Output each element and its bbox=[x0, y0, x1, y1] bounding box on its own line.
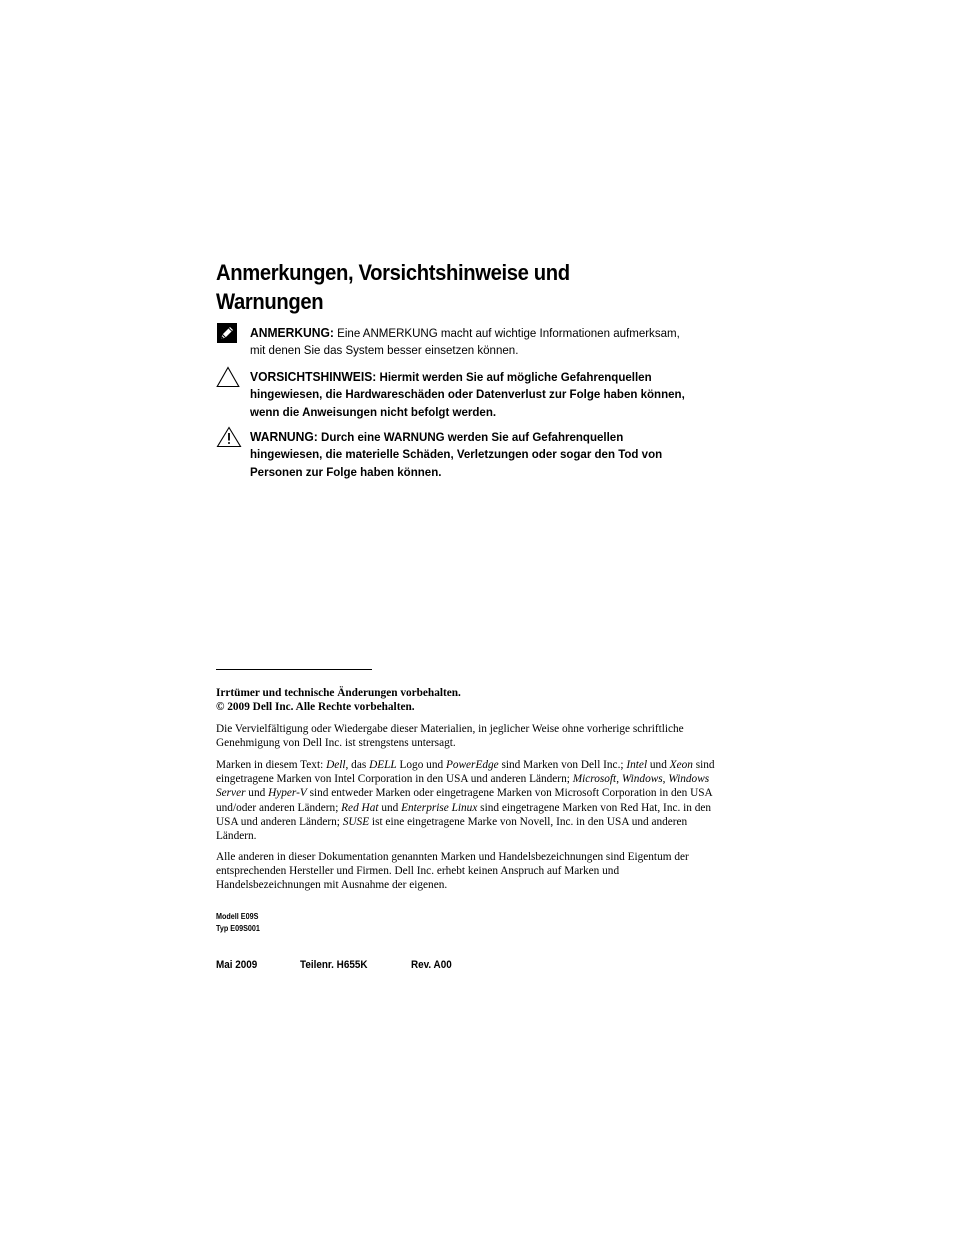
footer-revision: Rev. A00 bbox=[411, 959, 452, 971]
warning-notice bbox=[216, 426, 726, 482]
tm-text: , das bbox=[345, 759, 370, 771]
tm-text: sind eingetragene Marken von Intel Corporation in den USA und anderen Ländern; bbox=[216, 759, 715, 786]
tm-text: Logo und bbox=[396, 759, 446, 771]
note-body: Eine ANMERKUNG macht auf wichtige Informationen aufmerksam, mit denen Sie das System besser einsetzen können. bbox=[250, 326, 680, 358]
legal-notice bbox=[216, 686, 721, 714]
tm-mark: DELL bbox=[369, 759, 397, 771]
model-number: Modell E09S bbox=[216, 912, 259, 921]
tm-text: , bbox=[662, 773, 669, 786]
tm-text: ist eine eingetragene Marke von Novell, Inc. in den USA und anderen Ländern. bbox=[216, 815, 688, 843]
model-info bbox=[216, 911, 260, 934]
tm-mark: SUSE bbox=[342, 815, 370, 828]
caution-text bbox=[250, 368, 687, 421]
page-title bbox=[216, 258, 694, 316]
tm-text: Marken in diesem Text: bbox=[216, 759, 327, 771]
tm-mark: Windows Server bbox=[216, 773, 710, 800]
errata-line: Irrtümer und technische Änderungen vorbehalten. bbox=[216, 687, 461, 699]
type-number: Typ E09S001 bbox=[216, 923, 260, 933]
caution-body: Hiermit werden Sie auf mögliche Gefahrenquellen hingewiesen, die Hardwareschäden oder Datenverlust zur Folge haben können, wenn die Anweisungen nicht befolgt werden. bbox=[250, 370, 685, 419]
tm-text: , bbox=[616, 773, 622, 786]
trademarks-text bbox=[216, 758, 721, 843]
other-marks-text: Alle anderen in dieser Dokumentation genannten Marken und Handelsbezeichnungen sind Eigentum der entsprechenden Hersteller und Firmen. Dell Inc. erhebt keinen Anspruch auf Marken und Handelsbezeichnungen mit Ausnahme der eigenen. bbox=[216, 851, 689, 892]
tm-text: und bbox=[378, 801, 402, 814]
caution-triangle-icon bbox=[216, 366, 240, 390]
pencil-note-icon bbox=[216, 322, 240, 346]
caution-notice bbox=[216, 366, 726, 422]
note-notice bbox=[216, 322, 726, 362]
title-line-1: Anmerkungen, Vorsichtshinweise und bbox=[216, 260, 570, 285]
footer-part-number: Teilenr. H655K bbox=[300, 959, 368, 971]
reproduction-notice bbox=[216, 722, 721, 750]
tm-mark: Hyper-V bbox=[268, 787, 307, 800]
tm-mark: Intel bbox=[626, 759, 648, 771]
tm-text: und bbox=[647, 759, 670, 771]
title-line-2: Warnungen bbox=[216, 289, 324, 314]
other-marks-notice bbox=[216, 850, 721, 893]
tm-mark: Microsoft bbox=[572, 773, 617, 786]
tm-mark: Red Hat bbox=[341, 801, 379, 814]
tm-text: sind Marken von Dell Inc.; bbox=[498, 759, 627, 771]
footer-date: Mai 2009 bbox=[216, 959, 258, 971]
warning-label: WARNUNG: bbox=[250, 429, 318, 444]
reproduction-text: Die Vervielfältigung oder Wiedergabe dieser Materialien, in jeglicher Weise ohne vorherige schriftliche Genehmigung von Dell Inc. ist strengstens untersagt. bbox=[216, 723, 684, 750]
tm-mark: Windows bbox=[621, 773, 663, 786]
tm-text: und bbox=[245, 787, 269, 800]
trademarks-notice bbox=[216, 758, 721, 843]
note-text bbox=[250, 324, 687, 360]
warning-text bbox=[250, 428, 687, 481]
tm-mark: Dell bbox=[326, 759, 346, 771]
tm-mark: Xeon bbox=[669, 759, 693, 771]
copyright-line: © 2009 Dell Inc. Alle Rechte vorbehalten. bbox=[216, 701, 415, 714]
tm-mark: PowerEdge bbox=[445, 759, 499, 771]
caution-label: VORSICHTSHINWEIS: bbox=[250, 369, 377, 384]
tm-text: sind entweder Marken oder eingetragene Marken von Microsoft Corporation in den USA und/oder anderen Ländern; bbox=[216, 787, 713, 814]
warning-triangle-icon bbox=[216, 426, 240, 450]
tm-mark: Enterprise Linux bbox=[401, 801, 478, 814]
note-label: ANMERKUNG: bbox=[250, 325, 334, 340]
tm-text: sind eingetragene Marken von Red Hat, Inc. in den USA und anderen Ländern; bbox=[216, 801, 712, 828]
warning-body: Durch eine WARNUNG werden Sie auf Gefahrenquellen hingewiesen, die materielle Schäden, Verletzungen oder sogar den Tod von Personen zur Folge haben können. bbox=[250, 430, 663, 479]
separator-rule bbox=[216, 669, 372, 670]
